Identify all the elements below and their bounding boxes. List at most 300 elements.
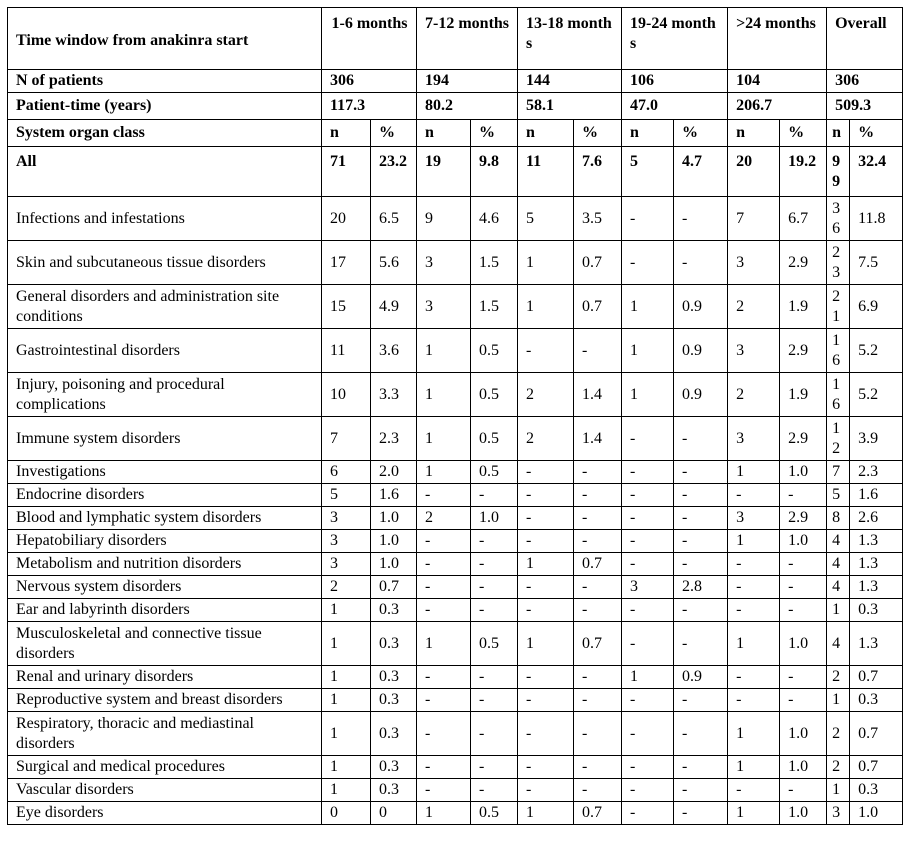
pct-cell: 1.0 [780, 712, 827, 756]
n-cell: 2 [827, 756, 850, 779]
n-cell: 3 [322, 530, 371, 553]
pct-cell: 2.9 [780, 329, 827, 373]
pct-cell: 2.9 [780, 417, 827, 461]
pct-header: % [574, 120, 622, 147]
n-cell: 15 [322, 285, 371, 329]
n-cell: - [728, 666, 780, 689]
n-cell: 5 [827, 484, 850, 507]
pct-cell: 0 [371, 802, 417, 825]
n-cell: 3 [728, 417, 780, 461]
table-row [8, 197, 903, 241]
pct-cell: 7.5 [850, 241, 903, 285]
table-row [8, 417, 903, 461]
table-title: Time window from anakinra start [8, 8, 322, 70]
pct-cell: - [471, 779, 518, 802]
n-cell: - [417, 484, 471, 507]
pct-cell: - [471, 666, 518, 689]
n-cell: 1 [322, 779, 371, 802]
n-cell: 1 [322, 622, 371, 666]
pct-cell: - [471, 599, 518, 622]
n-cell: 4 [827, 576, 850, 599]
n-cell: 1 [622, 373, 674, 417]
pct-cell: 1.0 [371, 553, 417, 576]
pct-cell: - [674, 417, 728, 461]
pct-cell: 0.3 [371, 599, 417, 622]
n-cell: 3 [622, 576, 674, 599]
n-cell: 2 [518, 373, 574, 417]
n-cell: 11 [322, 329, 371, 373]
table-row [8, 241, 903, 285]
pct-cell: - [471, 712, 518, 756]
pct-cell: - [674, 802, 728, 825]
n-cell: 1 [622, 285, 674, 329]
row-label: Investigations [8, 461, 322, 484]
pct-cell: - [471, 484, 518, 507]
row-label: Endocrine disorders [8, 484, 322, 507]
pct-cell: 0.7 [371, 576, 417, 599]
n-cell: - [417, 530, 471, 553]
pct-cell: 3.5 [574, 197, 622, 241]
pct-cell: - [674, 689, 728, 712]
n-cell: - [622, 530, 674, 553]
pct-cell: 1.9 [780, 285, 827, 329]
pct-cell: 0.5 [471, 329, 518, 373]
pct-cell: 6.7 [780, 197, 827, 241]
n-cell: 2 [417, 507, 471, 530]
pct-cell: 4.6 [471, 197, 518, 241]
pct-cell: 0.7 [574, 622, 622, 666]
pct-cell: - [780, 779, 827, 802]
n-cell: 4 [827, 530, 850, 553]
pct-cell: 4.9 [371, 285, 417, 329]
window-header: 7-12 months [417, 8, 518, 70]
n-cell: 1 [322, 689, 371, 712]
table-row [8, 373, 903, 417]
pct-cell: - [674, 553, 728, 576]
n-cell: 3 [728, 329, 780, 373]
pct-cell: 5.6 [371, 241, 417, 285]
pct-cell: - [471, 756, 518, 779]
n-cell: - [622, 622, 674, 666]
pct-cell: - [674, 507, 728, 530]
pct-cell: - [674, 241, 728, 285]
pct-header: % [674, 120, 728, 147]
n-cell: 7 [322, 417, 371, 461]
n-cell: 9 [417, 197, 471, 241]
pct-cell: 9.8 [471, 147, 518, 197]
pct-cell: 0.7 [574, 285, 622, 329]
adverse-events-table [7, 7, 903, 825]
pct-cell: 0.9 [674, 666, 728, 689]
pct-cell: 0.9 [674, 285, 728, 329]
n-cell: 8 [827, 507, 850, 530]
pct-cell: - [574, 484, 622, 507]
n-cell: - [518, 461, 574, 484]
n-cell: 16 [827, 329, 850, 373]
pct-cell: 2.9 [780, 241, 827, 285]
table-row [8, 147, 903, 197]
pct-cell: 0.7 [850, 756, 903, 779]
pct-cell: - [780, 599, 827, 622]
n-header: n [827, 120, 850, 147]
n-cell: 1 [728, 712, 780, 756]
pct-header: % [850, 120, 903, 147]
n-cell: 3 [728, 507, 780, 530]
patient-time-row [8, 93, 903, 120]
pct-cell: - [574, 530, 622, 553]
pct-cell: 1.0 [780, 530, 827, 553]
pct-cell: 2.3 [850, 461, 903, 484]
row-label: Surgical and medical procedures [8, 756, 322, 779]
row-label: Metabolism and nutrition disorders [8, 553, 322, 576]
n-patients-row [8, 70, 903, 93]
n-cell: - [417, 553, 471, 576]
n-cell: - [417, 756, 471, 779]
pct-cell: 6.5 [371, 197, 417, 241]
pct-cell: - [674, 599, 728, 622]
pct-cell: 1.5 [471, 285, 518, 329]
pct-cell: 0.9 [674, 373, 728, 417]
n-cell: 5 [622, 147, 674, 197]
row-label: Skin and subcutaneous tissue disorders [8, 241, 322, 285]
pct-cell: 6.9 [850, 285, 903, 329]
n-cell: 1 [417, 417, 471, 461]
n-cell: 1 [622, 329, 674, 373]
n-cell: 1 [728, 802, 780, 825]
n-header: n [622, 120, 674, 147]
n-cell: 5 [518, 197, 574, 241]
n-cell: 1 [518, 802, 574, 825]
n-cell: 1 [417, 329, 471, 373]
row-label: Nervous system disorders [8, 576, 322, 599]
n-cell: 71 [322, 147, 371, 197]
window-header: 13-18 months [518, 8, 622, 70]
n-header: n [518, 120, 574, 147]
n-cell: 36 [827, 197, 850, 241]
n-cell: 20 [728, 147, 780, 197]
pct-cell: 1.5 [471, 241, 518, 285]
n-cell: - [518, 507, 574, 530]
n-cell: 1 [827, 689, 850, 712]
table-row [8, 599, 903, 622]
n-cell: - [518, 576, 574, 599]
n-cell: 7 [827, 461, 850, 484]
n-cell: 1 [322, 599, 371, 622]
row-label: Blood and lymphatic system disorders [8, 507, 322, 530]
pct-cell: 1.0 [780, 756, 827, 779]
pct-cell: 0.3 [371, 622, 417, 666]
n-cell: 2 [827, 712, 850, 756]
pct-cell: 3.9 [850, 417, 903, 461]
row-label: General disorders and administration site conditions [8, 285, 322, 329]
pct-cell: 0.7 [574, 802, 622, 825]
pct-cell: 1.0 [471, 507, 518, 530]
pct-cell: - [674, 779, 728, 802]
n-cell: 2 [827, 666, 850, 689]
n-cell: - [622, 553, 674, 576]
pct-cell: - [574, 576, 622, 599]
n-cell: 1 [728, 756, 780, 779]
n-cell: - [417, 779, 471, 802]
n-cell: 1 [417, 373, 471, 417]
pct-cell: 0.3 [371, 666, 417, 689]
pct-cell: - [780, 576, 827, 599]
n-cell: 2 [728, 285, 780, 329]
n-header: n [322, 120, 371, 147]
row-label: N of patients [8, 70, 322, 93]
n-cell: 1 [728, 461, 780, 484]
pct-cell: 7.6 [574, 147, 622, 197]
pct-cell: 1.0 [780, 622, 827, 666]
pct-cell: 2.9 [780, 507, 827, 530]
n-cell: 1 [728, 530, 780, 553]
n-cell: 2 [728, 373, 780, 417]
pct-cell: 1.0 [850, 802, 903, 825]
pct-cell: - [780, 553, 827, 576]
table-row [8, 666, 903, 689]
pct-cell: 2.6 [850, 507, 903, 530]
row-label: Eye disorders [8, 802, 322, 825]
table-row [8, 802, 903, 825]
cell: 58.1 [518, 93, 622, 120]
pct-cell: 11.8 [850, 197, 903, 241]
n-cell: - [518, 712, 574, 756]
n-cell: 17 [322, 241, 371, 285]
n-cell: 7 [728, 197, 780, 241]
n-cell: - [417, 666, 471, 689]
pct-cell: - [574, 756, 622, 779]
n-cell: 1 [622, 666, 674, 689]
table-row [8, 576, 903, 599]
n-cell: 4 [827, 622, 850, 666]
pct-cell: - [674, 197, 728, 241]
table-row [8, 756, 903, 779]
pct-cell: 0.5 [471, 802, 518, 825]
pct-cell: - [574, 507, 622, 530]
row-label: All [8, 147, 322, 197]
pct-cell: - [574, 689, 622, 712]
pct-cell: 1.0 [371, 530, 417, 553]
n-cell: - [622, 484, 674, 507]
n-cell: - [622, 461, 674, 484]
row-label: System organ class [8, 120, 322, 147]
cell: 306 [827, 70, 903, 93]
n-cell: - [728, 553, 780, 576]
pct-cell: - [574, 599, 622, 622]
pct-cell: - [780, 666, 827, 689]
table-row [8, 285, 903, 329]
pct-cell: 19.2 [780, 147, 827, 197]
n-cell: 1 [417, 461, 471, 484]
n-cell: 4 [827, 553, 850, 576]
n-cell: - [518, 329, 574, 373]
row-label: Immune system disorders [8, 417, 322, 461]
window-header: >24 months [728, 8, 827, 70]
pct-cell: 4.7 [674, 147, 728, 197]
n-cell: - [728, 599, 780, 622]
pct-cell: 0.3 [371, 756, 417, 779]
pct-cell: 1.3 [850, 530, 903, 553]
n-cell: - [518, 689, 574, 712]
pct-cell: - [471, 689, 518, 712]
pct-cell: - [471, 553, 518, 576]
soc-header-row [8, 120, 903, 147]
pct-cell: 0.3 [371, 712, 417, 756]
cell: 104 [728, 70, 827, 93]
cell: 306 [322, 70, 417, 93]
cell: 47.0 [622, 93, 728, 120]
table-row [8, 329, 903, 373]
pct-cell: 0.7 [850, 712, 903, 756]
pct-cell: 0.9 [674, 329, 728, 373]
pct-cell: - [780, 689, 827, 712]
n-cell: - [728, 576, 780, 599]
n-cell: 1 [322, 712, 371, 756]
table-row [8, 484, 903, 507]
pct-cell: 5.2 [850, 329, 903, 373]
n-cell: - [622, 599, 674, 622]
pct-cell: 2.8 [674, 576, 728, 599]
n-cell: - [518, 484, 574, 507]
window-header: 19-24 months [622, 8, 728, 70]
table-row [8, 779, 903, 802]
pct-cell: 1.4 [574, 417, 622, 461]
row-label: Renal and urinary disorders [8, 666, 322, 689]
pct-header: % [371, 120, 417, 147]
n-cell: 1 [518, 241, 574, 285]
pct-cell: 1.0 [371, 507, 417, 530]
n-cell: 99 [827, 147, 850, 197]
n-cell: 23 [827, 241, 850, 285]
n-cell: 20 [322, 197, 371, 241]
pct-cell: 0.5 [471, 461, 518, 484]
pct-cell: 2.0 [371, 461, 417, 484]
pct-cell: 1.6 [371, 484, 417, 507]
n-cell: 1 [518, 622, 574, 666]
pct-cell: 0.3 [850, 689, 903, 712]
n-cell: 2 [322, 576, 371, 599]
n-cell: 3 [322, 507, 371, 530]
cell: 80.2 [417, 93, 518, 120]
pct-cell: - [674, 484, 728, 507]
pct-cell: 1.0 [780, 461, 827, 484]
pct-cell: - [674, 756, 728, 779]
row-label: Gastrointestinal disorders [8, 329, 322, 373]
pct-cell: - [674, 530, 728, 553]
n-cell: - [622, 507, 674, 530]
n-cell: - [622, 756, 674, 779]
pct-cell: 3.6 [371, 329, 417, 373]
n-cell: - [728, 779, 780, 802]
cell: 194 [417, 70, 518, 93]
n-cell: - [622, 712, 674, 756]
n-cell: - [518, 530, 574, 553]
pct-cell: 0.5 [471, 622, 518, 666]
n-cell: - [417, 712, 471, 756]
pct-cell: 32.4 [850, 147, 903, 197]
n-cell: - [518, 756, 574, 779]
pct-cell: 1.3 [850, 576, 903, 599]
pct-cell: 2.3 [371, 417, 417, 461]
table-row [8, 507, 903, 530]
pct-cell: 1.3 [850, 553, 903, 576]
pct-cell: - [574, 779, 622, 802]
cell: 206.7 [728, 93, 827, 120]
n-cell: 10 [322, 373, 371, 417]
n-cell: - [728, 484, 780, 507]
cell: 106 [622, 70, 728, 93]
pct-cell: - [674, 712, 728, 756]
n-cell: 1 [417, 622, 471, 666]
n-cell: 3 [417, 241, 471, 285]
row-label: Vascular disorders [8, 779, 322, 802]
pct-cell: - [574, 666, 622, 689]
pct-cell: - [574, 329, 622, 373]
table-row [8, 689, 903, 712]
row-label: Musculoskeletal and connective tissue disorders [8, 622, 322, 666]
pct-cell: - [574, 712, 622, 756]
row-label: Hepatobiliary disorders [8, 530, 322, 553]
n-cell: 12 [827, 417, 850, 461]
n-cell: 11 [518, 147, 574, 197]
n-cell: - [728, 689, 780, 712]
table-row [8, 530, 903, 553]
n-cell: - [622, 197, 674, 241]
pct-cell: 23.2 [371, 147, 417, 197]
n-cell: 5 [322, 484, 371, 507]
pct-cell: 1.4 [574, 373, 622, 417]
row-label: Injury, poisoning and procedural complications [8, 373, 322, 417]
pct-cell: - [780, 484, 827, 507]
row-label: Patient-time (years) [8, 93, 322, 120]
pct-cell: 0.5 [471, 373, 518, 417]
header-row [8, 8, 903, 70]
n-cell: 1 [827, 599, 850, 622]
table-row [8, 622, 903, 666]
pct-cell: 1.3 [850, 622, 903, 666]
n-cell: 1 [322, 756, 371, 779]
n-cell: 1 [518, 553, 574, 576]
cell: 509.3 [827, 93, 903, 120]
pct-cell: - [674, 461, 728, 484]
pct-cell: - [574, 461, 622, 484]
row-label: Infections and infestations [8, 197, 322, 241]
pct-cell: 0.5 [471, 417, 518, 461]
n-cell: 1 [518, 285, 574, 329]
n-cell: 3 [417, 285, 471, 329]
pct-cell: 0.3 [371, 689, 417, 712]
pct-cell: 0.7 [574, 553, 622, 576]
n-cell: 16 [827, 373, 850, 417]
n-cell: 3 [322, 553, 371, 576]
n-cell: 1 [322, 666, 371, 689]
row-label: Reproductive system and breast disorders [8, 689, 322, 712]
pct-cell: 5.2 [850, 373, 903, 417]
n-cell: - [622, 241, 674, 285]
n-cell: - [417, 599, 471, 622]
pct-cell: 0.7 [574, 241, 622, 285]
n-cell: 19 [417, 147, 471, 197]
n-cell: - [622, 802, 674, 825]
cell: 144 [518, 70, 622, 93]
pct-cell: 3.3 [371, 373, 417, 417]
n-cell: 6 [322, 461, 371, 484]
n-cell: - [417, 576, 471, 599]
pct-cell: 1.6 [850, 484, 903, 507]
pct-cell: 0.7 [850, 666, 903, 689]
n-cell: - [622, 689, 674, 712]
n-header: n [417, 120, 471, 147]
